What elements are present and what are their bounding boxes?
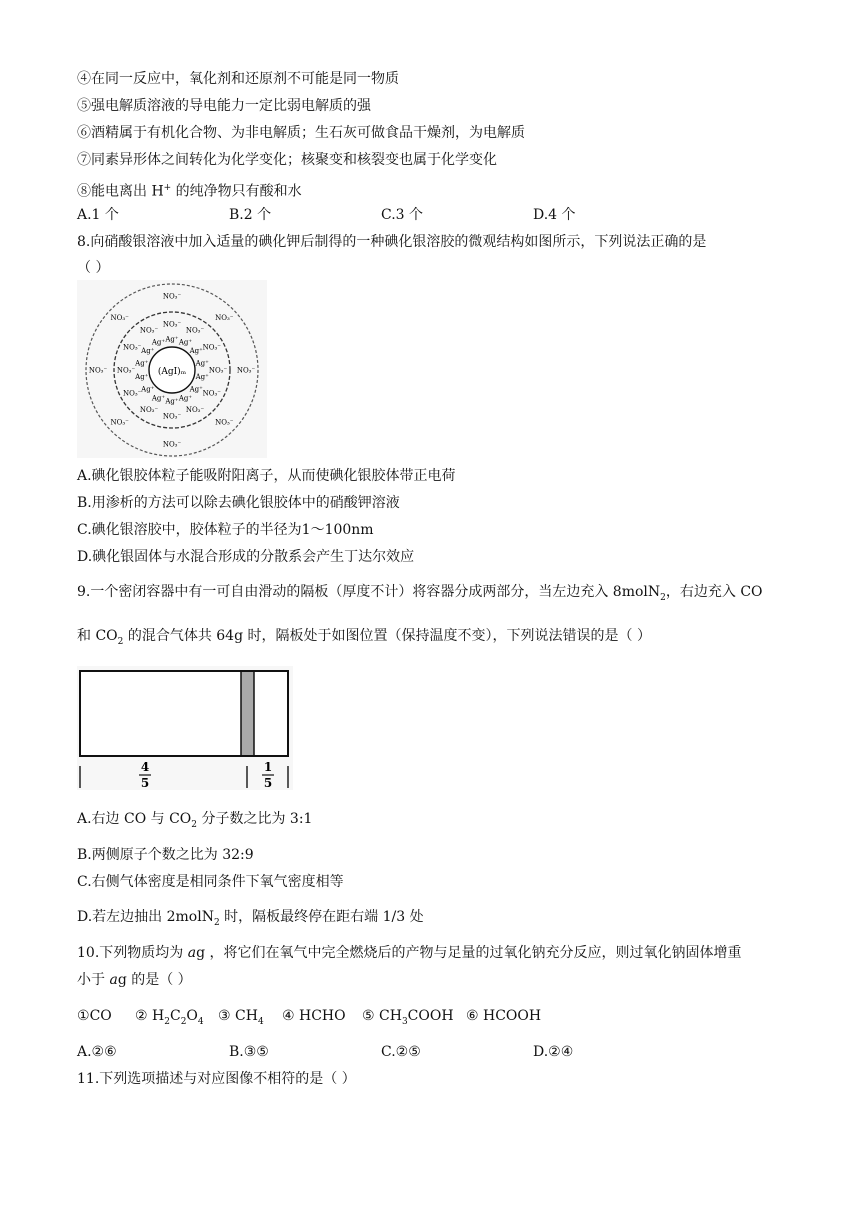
container-partition-figure (77, 666, 293, 790)
nitrate-ion-label: NO₃⁻ (185, 406, 205, 415)
left-fraction-numerator: 4 (140, 760, 150, 774)
q7-option-c: C.3 个 (381, 207, 424, 223)
q10-option-d: D.②④ (533, 1044, 574, 1060)
q10-stem-line1: 10.下列物质均为 ag ，将它们在氧气中完全燃烧后的产物与足量的过氧化钠充分反应，则过氧化钠固体增重 (77, 945, 742, 961)
statement-7: ⑦同素异形体之间转化为化学变化；核聚变和核裂变也属于化学变化 (77, 152, 497, 168)
nitrate-ion-label: NO₃⁻ (139, 406, 159, 415)
q10-option-c: C.②⑤ (381, 1044, 421, 1060)
q10-option-b: B.③⑤ (229, 1044, 269, 1060)
nitrate-ion-label: NO₃⁻ (110, 314, 129, 322)
q7-option-a: A.1 个 (77, 207, 119, 223)
q9-option-b: B.两侧原子个数之比为 32:9 (77, 847, 254, 863)
q7-option-d: D.4 个 (533, 207, 576, 223)
silver-ion-label: Ag⁺ (165, 335, 179, 344)
q8-option-a: A.碘化银胶体粒子能吸附阳离子，从而使碘化银胶体带正电荷 (77, 468, 456, 484)
compound-2: ② $H_2C_2O_4$ (135, 1008, 204, 1027)
q9-stem-line2: 和 $CO_2$ 的混合气体共 64g 时，隔板处于如图位置（保持温度不变），下列说法错误的是（ ） (77, 628, 651, 647)
silver-ion-label: Ag⁺ (141, 347, 155, 355)
nitrate-ion-label: NO₃⁻ (202, 389, 221, 398)
silver-ion-label: Ag⁺ (189, 385, 203, 394)
q7-option-b: B.2 个 (229, 207, 272, 223)
nitrate-ion-label: NO₃⁻ (162, 292, 182, 301)
nitrate-ion-label: NO₃⁻ (139, 326, 159, 335)
q8-option-c: C.碘化银溶胶中，胶体粒子的半径为1～100nm (77, 522, 374, 538)
silver-ion-label: Ag⁺ (135, 359, 149, 368)
compound-1: ①CO (77, 1008, 112, 1024)
nitrate-ion-label: NO₃⁻ (116, 366, 136, 375)
agi-core-label: (AgI)ₘ (157, 367, 187, 377)
q10-stem-line2: 小于 ag 的是（ ） (77, 972, 192, 988)
left-fraction-denominator: 5 (140, 776, 150, 790)
nitrate-ion-label: NO₃⁻ (110, 418, 129, 427)
silver-ion-label: Ag⁺ (189, 347, 203, 355)
nitrate-ion-label: NO₃⁻ (162, 320, 182, 329)
q8-option-d: D.碘化银固体与水混合形成的分散系会产生丁达尔效应 (77, 549, 415, 565)
silver-ion-label: Ag⁺ (151, 394, 166, 403)
nitrate-ion-label: NO₃⁻ (215, 418, 234, 427)
silver-ion-label: Ag⁺ (195, 359, 209, 368)
nitrate-ion-label: NO₃⁻ (162, 440, 182, 449)
silver-ion-label: Ag⁺ (165, 397, 179, 406)
silver-ion-label: Ag⁺ (195, 373, 209, 382)
nitrate-ion-label: NO₃⁻ (123, 343, 142, 352)
nitrate-ion-label: NO₃⁻ (185, 326, 205, 335)
compound-6: ⑥ HCOOH (466, 1008, 542, 1024)
silver-ion-label: Ag⁺ (178, 338, 193, 347)
silver-ion-label: Ag⁺ (151, 338, 166, 347)
compound-4: ④ HCHO (282, 1008, 346, 1024)
q8-answer-paren: （ ） (77, 260, 110, 276)
nitrate-ion-label: NO₃⁻ (88, 366, 108, 375)
nitrate-ion-label: NO₃⁻ (202, 343, 221, 352)
q8-stem: 8.向硝酸银溶液中加入适量的碘化钾后制得的一种碘化银溶胶的微观结构如图所示，下列说法正确的是 (77, 234, 707, 250)
q9-option-d: D.若左边抽出 2molN$_2$ 时，隔板最终停在距右端 1/3 处 (77, 909, 424, 928)
nitrate-ion-label: NO₃⁻ (215, 314, 234, 322)
nitrate-ion-label: NO₃⁻ (162, 412, 182, 421)
sliding-partition (241, 672, 254, 755)
statement-6: ⑥酒精属于有机化合物、为非电解质；生石灰可做食品干燥剂，为电解质 (77, 125, 525, 141)
sealed-container (80, 671, 288, 756)
right-fraction-numerator: 1 (263, 760, 273, 774)
silver-ion-label: Ag⁺ (141, 385, 155, 394)
nitrate-ion-label: NO₃⁻ (208, 366, 228, 375)
q11-stem: 11.下列选项描述与对应图像不相符的是（ ） (77, 1071, 356, 1087)
compound-3: ③ $CH_4$ (218, 1008, 264, 1027)
right-fraction-denominator: 5 (263, 776, 273, 790)
q9-stem-line1: 9.一个密闭容器中有一可自由滑动的隔板（厚度不计）将容器分成两部分，当左边充入 8molN$_2$，右边充入 CO (77, 584, 763, 603)
statement-5: ⑤强电解质溶液的导电能力一定比弱电解质的强 (77, 98, 371, 114)
nitrate-ion-label: NO₃⁻ (236, 366, 256, 375)
q9-option-c: C.右侧气体密度是相同条件下氧气密度相等 (77, 874, 344, 890)
compound-5: ⑤ $CH_3COOH$ (362, 1008, 454, 1027)
statement-4: ④在同一反应中，氧化剂和还原剂不可能是同一物质 (77, 71, 399, 87)
colloid-structure-figure (77, 280, 267, 458)
statement-8: ⑧能电离出 H+ 的纯净物只有酸和水 (77, 183, 302, 200)
q10-option-a: A.②⑥ (77, 1044, 117, 1060)
silver-ion-label: Ag⁺ (135, 373, 149, 382)
q9-option-a: A.右边 CO 与 $CO_2$ 分子数之比为 3:1 (77, 811, 313, 830)
q8-option-b: B.用渗析的方法可以除去碘化银胶体中的硝酸钾溶液 (77, 495, 400, 511)
nitrate-ion-label: NO₃⁻ (123, 389, 142, 398)
silver-ion-label: Ag⁺ (178, 394, 193, 403)
